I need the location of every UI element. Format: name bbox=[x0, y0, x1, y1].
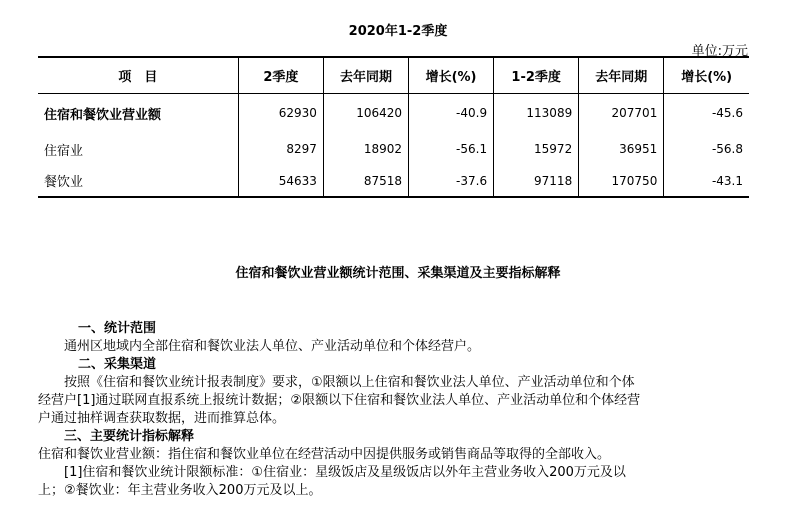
table-row bbox=[38, 93, 749, 133]
row-name: 住宿和餐饮业营业额 bbox=[44, 107, 162, 123]
section-text-channels-1: 按照《住宿和餐饮业统计报表制度》要求，①限额以上住宿和餐饮业法人单位、产业活动单位和个体 bbox=[64, 375, 635, 390]
footnote-line-2: 上；②餐饮业：年主营业务收入200万元及以上。 bbox=[38, 483, 322, 498]
cell-value: 207701 bbox=[579, 93, 664, 133]
cell-value: 62930 bbox=[238, 93, 323, 133]
cell-value: -43.1 bbox=[664, 165, 749, 197]
cell-value: -56.1 bbox=[409, 133, 494, 165]
notes-title: 住宿和餐饮业营业额统计范围、采集渠道及主要指标解释 bbox=[235, 266, 561, 281]
revenue-table bbox=[38, 56, 749, 198]
cell-value: 8297 bbox=[238, 133, 323, 165]
header-q2-last-year: 去年同期 bbox=[323, 57, 408, 93]
cell-value: 170750 bbox=[579, 165, 664, 197]
header-h1-growth: 增长(%) bbox=[664, 57, 749, 93]
header-h1-last-year: 去年同期 bbox=[579, 57, 664, 93]
table-row bbox=[38, 165, 749, 197]
header-q2: 2季度 bbox=[238, 57, 323, 93]
section-heading-indicators: 三、主要统计指标解释 bbox=[64, 429, 195, 444]
table-row bbox=[38, 133, 749, 165]
cell-value: -45.6 bbox=[664, 93, 749, 133]
table-header-row bbox=[38, 57, 749, 93]
cell-value: -56.8 bbox=[664, 133, 749, 165]
cell-value: 36951 bbox=[579, 133, 664, 165]
header-q2-growth: 增长(%) bbox=[409, 57, 494, 93]
section-text-indicators: 住宿和餐饮业营业额：指住宿和餐饮业单位在经营活动中因提供服务或销售商品等取得的全部收入。 bbox=[38, 447, 611, 462]
row-name: 住宿业 bbox=[44, 143, 84, 159]
cell-value: 106420 bbox=[323, 93, 408, 133]
cell-value: 87518 bbox=[323, 165, 408, 197]
cell-value: -37.6 bbox=[409, 165, 494, 197]
header-item: 项 目 bbox=[38, 57, 238, 93]
section-text-scope: 通州区地域内全部住宿和餐饮业法人单位、产业活动单位和个体经营户。 bbox=[64, 339, 481, 354]
section-text-channels-2: 经营户[1]通过联网直报系统上报统计数据；②限额以下住宿和餐饮业法人单位、产业活动单位和个体经营 bbox=[38, 393, 641, 408]
report-title: 2020年1-2季度 bbox=[348, 24, 448, 39]
footnote-line-1: [1]住宿和餐饮业统计限额标准：①住宿业：星级饭店及星级饭店以外年主营业务收入200万元及以 bbox=[64, 465, 626, 480]
section-heading-scope: 一、统计范围 bbox=[78, 321, 157, 336]
cell-value: 15972 bbox=[494, 133, 579, 165]
unit-label: 单位:万元 bbox=[691, 44, 748, 59]
section-heading-channels: 二、采集渠道 bbox=[78, 357, 157, 372]
cell-value: -40.9 bbox=[409, 93, 494, 133]
cell-value: 54633 bbox=[238, 165, 323, 197]
cell-value: 113089 bbox=[494, 93, 579, 133]
cell-value: 97118 bbox=[494, 165, 579, 197]
header-h1: 1-2季度 bbox=[494, 57, 579, 93]
cell-value: 18902 bbox=[323, 133, 408, 165]
section-text-channels-3: 户通过抽样调查获取数据，进而推算总体。 bbox=[38, 411, 286, 426]
row-name: 餐饮业 bbox=[38, 165, 238, 197]
